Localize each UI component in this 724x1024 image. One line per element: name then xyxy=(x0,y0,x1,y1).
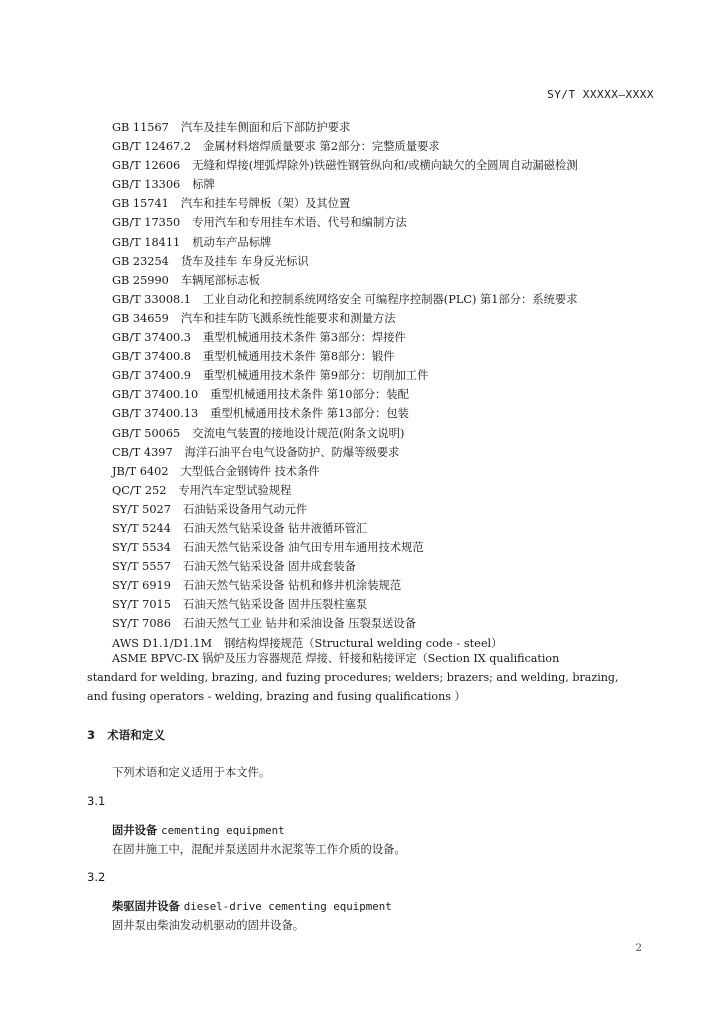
reference-item xyxy=(112,156,672,175)
reference-item xyxy=(112,213,672,232)
reference-item xyxy=(112,500,672,519)
reference-code: GB/T 37400.10 xyxy=(112,388,199,402)
reference-item xyxy=(112,557,672,576)
terms-intro-text: 下列术语和定义适用于本文件。 xyxy=(112,766,271,779)
reference-title: 交流电气装置的接地设计规范(附条文说明) xyxy=(192,426,405,440)
reference-code: QC/T 252 xyxy=(112,483,167,497)
asme-reference-paragraph xyxy=(87,650,657,706)
section-number: 3 xyxy=(87,728,96,742)
term-chinese: 固井设备 xyxy=(112,824,158,837)
reference-code: GB/T 12467.2 xyxy=(112,140,191,154)
asme-line-1: ASME BPVC-IX 锅炉及压力容器规范 焊接、钎接和粘接评定（Section IX qualification xyxy=(112,652,560,665)
reference-item xyxy=(112,424,672,443)
standard-code-header: SY/T XXXXX—XXXX xyxy=(547,88,654,101)
reference-item xyxy=(112,290,672,309)
term-definition: 固井泵由柴油发动机驱动的固井设备。 xyxy=(112,919,305,932)
section-title: 术语和定义 xyxy=(107,728,166,742)
reference-item xyxy=(112,366,672,385)
reference-title: 石油天然气钻采设备 固井压裂柱塞泵 xyxy=(182,598,368,612)
reference-item xyxy=(112,271,672,290)
reference-item xyxy=(112,309,672,328)
term-english: cementing equipment xyxy=(161,824,285,837)
reference-title: 机动车产品标牌 xyxy=(192,235,272,249)
reference-code: GB 34659 xyxy=(112,311,169,325)
reference-item xyxy=(112,404,672,423)
reference-code: SY/T 6919 xyxy=(112,579,171,593)
reference-title: 专用汽车和专用挂车术语、代号和编制方法 xyxy=(192,216,407,230)
reference-title: 重型机械通用技术条件 第10部分：装配 xyxy=(210,388,409,402)
reference-code: SY/T 5534 xyxy=(112,541,171,555)
reference-item xyxy=(112,175,672,194)
reference-item xyxy=(112,595,672,614)
reference-code: GB/T 37400.8 xyxy=(112,350,191,364)
reference-title: 石油天然气钻采设备 油气田专用车通用技术规范 xyxy=(182,541,424,555)
reference-code: CB/T 4397 xyxy=(112,445,173,459)
reference-code: GB 25990 xyxy=(112,273,169,287)
reference-code: GB/T 37400.13 xyxy=(112,407,199,421)
reference-item xyxy=(112,614,672,633)
reference-code: SY/T 5244 xyxy=(112,521,171,535)
reference-title: 货车及挂车 车身反光标识 xyxy=(180,254,309,268)
normative-references-list xyxy=(112,118,672,653)
reference-code: SY/T 5027 xyxy=(112,502,171,516)
reference-title: 重型机械通用技术条件 第13部分：包装 xyxy=(210,407,409,421)
term-number: 3.1 xyxy=(87,794,106,808)
reference-item xyxy=(112,462,672,481)
reference-code: GB/T 37400.9 xyxy=(112,369,191,383)
reference-code: GB 11567 xyxy=(112,121,169,134)
reference-item xyxy=(112,233,672,252)
reference-code: SY/T 5557 xyxy=(112,560,171,574)
reference-item xyxy=(112,519,672,538)
reference-item xyxy=(112,328,672,347)
reference-title: 重型机械通用技术条件 第3部分：焊接件 xyxy=(202,331,406,345)
reference-title: 标牌 xyxy=(192,178,215,192)
reference-item xyxy=(112,576,672,595)
reference-code: AWS D1.1/D1.1M xyxy=(112,636,213,650)
reference-title: 石油天然气钻采设备 固井成套装备 xyxy=(182,560,356,574)
reference-code: SY/T 7015 xyxy=(112,598,171,612)
reference-code: GB 15741 xyxy=(112,197,169,211)
reference-title: 金属材料熔焊质量要求 第2部分：完整质量要求 xyxy=(202,140,440,154)
reference-code: GB/T 13306 xyxy=(112,178,181,192)
asme-line-3: and fusing operators - welding, brazing and fusing qualifications ） xyxy=(87,689,466,703)
reference-title: 石油天然气钻采设备 钻机和修井机涂装规范 xyxy=(182,579,402,593)
term-heading xyxy=(112,822,285,838)
reference-title: 钢结构焊接规范（Structural welding code - steel） xyxy=(224,636,503,650)
reference-code: GB/T 17350 xyxy=(112,216,181,230)
reference-item xyxy=(112,347,672,366)
reference-code: GB/T 37400.3 xyxy=(112,331,191,345)
reference-code: SY/T 7086 xyxy=(112,617,171,631)
reference-item xyxy=(112,118,672,137)
reference-code: GB/T 50065 xyxy=(112,426,181,440)
reference-title: 汽车及挂车侧面和后下部防护要求 xyxy=(180,121,351,134)
asme-line-2: standard for welding, brazing, and fuzing procedures; welders; brazers; and welding, brazing, xyxy=(87,670,619,684)
reference-item xyxy=(112,538,672,557)
reference-title: 工业自动化和控制系统网络安全 可编程序控制器(PLC) 第1部分：系统要求 xyxy=(202,292,578,306)
reference-code: JB/T 6402 xyxy=(112,464,169,478)
reference-title: 石油天然气工业 钻井和采油设备 压裂泵送设备 xyxy=(182,617,417,631)
reference-item xyxy=(112,443,672,462)
reference-code: GB/T 33008.1 xyxy=(112,292,191,306)
reference-title: 石油钻采设备用气动元件 xyxy=(182,502,308,516)
term-number: 3.2 xyxy=(87,870,106,884)
page-number: 2 xyxy=(635,942,642,954)
reference-code: GB 23254 xyxy=(112,254,169,268)
term-chinese: 柴驱固井设备 xyxy=(112,900,180,913)
reference-title: 无缝和焊接(埋弧焊除外)铁磁性钢管纵向和/或横向缺欠的全圆周自动漏磁检测 xyxy=(192,159,578,173)
reference-title: 重型机械通用技术条件 第8部分：锻件 xyxy=(202,350,395,364)
reference-item xyxy=(112,385,672,404)
reference-item xyxy=(112,137,672,156)
term-english: diesel-drive cementing equipment xyxy=(183,900,392,913)
reference-item xyxy=(112,481,672,500)
term-heading xyxy=(112,898,392,914)
reference-item xyxy=(112,194,672,213)
reference-title: 汽车和挂车号牌板（架）及其位置 xyxy=(180,197,351,211)
reference-code: GB/T 12606 xyxy=(112,159,181,173)
section-heading-terms xyxy=(87,727,165,743)
reference-title: 汽车和挂车防飞溅系统性能要求和测量方法 xyxy=(180,311,396,325)
reference-item xyxy=(112,252,672,271)
reference-title: 石油天然气钻采设备 钻井液循环管汇 xyxy=(182,521,368,535)
reference-title: 海洋石油平台电气设备防护、防爆等级要求 xyxy=(184,445,400,459)
reference-title: 车辆尾部标志板 xyxy=(180,273,260,287)
reference-title: 大型低合金钢铸件 技术条件 xyxy=(180,464,320,478)
reference-code: GB/T 18411 xyxy=(112,235,181,249)
reference-title: 专用汽车定型试验规程 xyxy=(178,483,292,497)
term-definition: 在固井施工中，混配并泵送固井水泥浆等工作介质的设备。 xyxy=(112,843,406,856)
reference-title: 重型机械通用技术条件 第9部分：切削加工件 xyxy=(202,369,429,383)
